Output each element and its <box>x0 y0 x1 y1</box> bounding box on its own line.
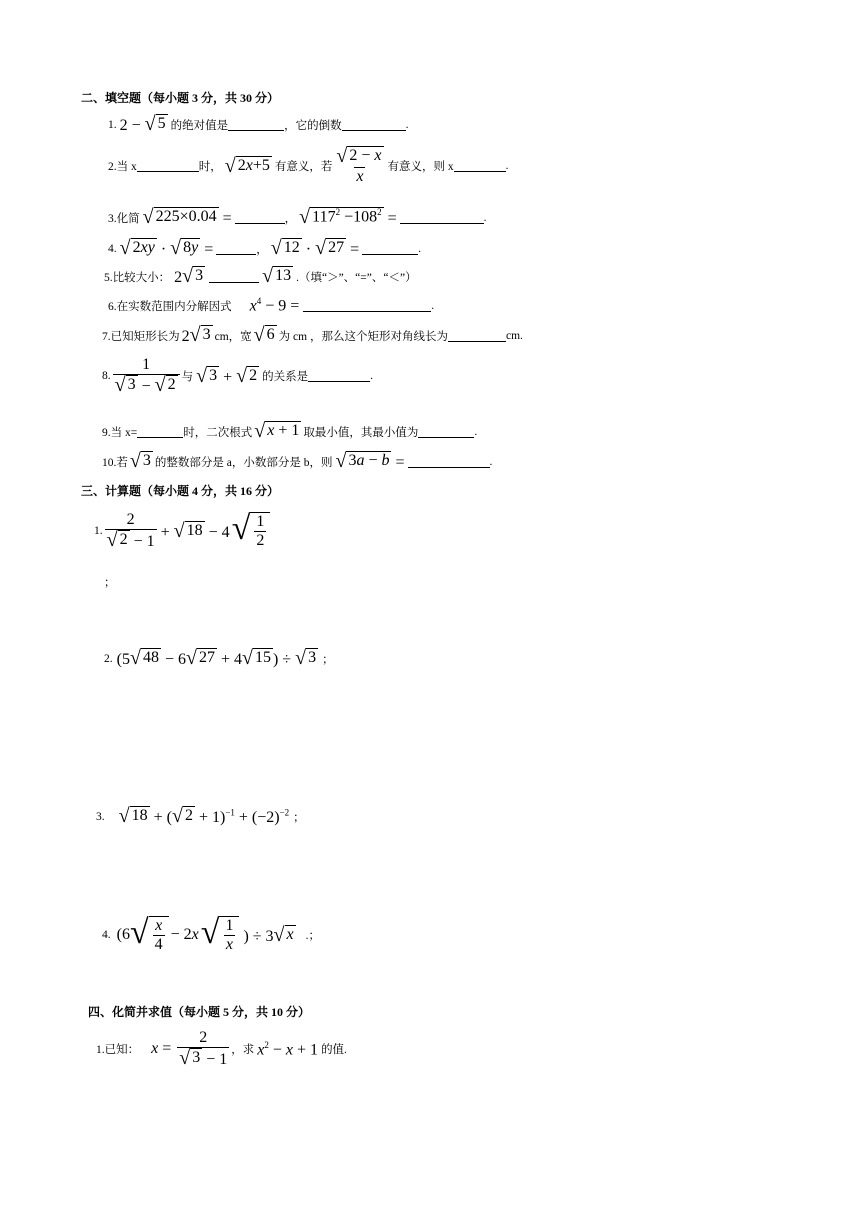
math-expr: (6 <box>116 926 130 944</box>
math-radical: √ $\frac{x}{4}$ <box>130 916 169 955</box>
answer-blank[interactable] <box>362 243 418 255</box>
s3-question-2 <box>104 648 334 669</box>
punct: . <box>431 299 435 312</box>
s2-question-10 <box>102 451 492 472</box>
math-fraction: 2 √ 2 − 1 <box>106 511 155 552</box>
math-expr: − 2x <box>170 926 199 944</box>
s4-question-1 <box>96 1029 347 1070</box>
math-expr: √ 225×0.04 = <box>142 206 232 228</box>
math-fraction: √ 2 − x x <box>336 145 382 186</box>
math-radical: √ $\frac{1}{2}$ <box>232 512 271 551</box>
s3-question-3 <box>96 806 305 827</box>
math-expr: 2 − √ 5 <box>119 113 166 135</box>
section-2-title: 二、填空题（每小题 3 分，共 30 分） <box>81 91 280 105</box>
s2-question-1 <box>108 114 409 135</box>
answer-blank[interactable] <box>454 160 506 172</box>
question-text: 为 cm ，那么这个矩形对角线长为 <box>278 330 448 343</box>
punct: .； <box>305 930 321 943</box>
question-text: 取最小值，其最小值为 <box>303 426 419 439</box>
answer-blank[interactable] <box>137 160 199 172</box>
section-4-title: 四、化简并求值（每小题 5 分，共 10 分） <box>88 1005 311 1019</box>
question-text: ，它的倒数 <box>284 119 342 132</box>
punct: ， <box>256 243 268 256</box>
punct: . <box>505 160 509 173</box>
s3-question-1-end: ； <box>104 577 116 589</box>
punct: ； <box>293 811 305 824</box>
question-number: 9.当 x= <box>102 426 138 439</box>
question-text: ，求 <box>231 1044 255 1057</box>
s2-question-4 <box>108 238 421 259</box>
question-text: 有意义，则 x <box>387 161 454 174</box>
math-expr: 2 √ 3 <box>181 324 211 346</box>
question-text: 的绝对值是 <box>170 119 229 132</box>
math-expr: √ 6 <box>253 324 275 346</box>
s2-question-9 <box>102 421 477 442</box>
math-expr: √ 3a − b = <box>335 450 405 472</box>
punct: ， <box>284 212 297 225</box>
s3-question-4 <box>102 916 320 955</box>
question-number: 6.在实数范围内分解因式 <box>108 300 232 313</box>
math-expr: (5 √ 48 − 6 √ 27 + 4 √ 15 ) ÷ √ 3 <box>116 647 317 669</box>
question-number: 8. <box>102 370 111 383</box>
question-number: 2.当 x <box>108 161 137 174</box>
question-number: 2. <box>104 652 113 665</box>
answer-blank[interactable] <box>448 330 506 342</box>
s2-question-7 <box>102 325 523 346</box>
question-number: 3. <box>96 810 105 823</box>
math-expr: x = <box>151 1040 172 1058</box>
answer-blank[interactable] <box>308 370 370 382</box>
answer-blank[interactable] <box>408 456 490 468</box>
punct: . <box>405 118 409 131</box>
question-number: 10.若 <box>102 456 128 469</box>
s3-question-1 <box>94 511 270 552</box>
punct: ； <box>322 653 334 666</box>
math-expr: + √ 18 − 4 <box>160 519 230 542</box>
math-expr: √ 12 · √ 27 = <box>270 237 360 259</box>
s2-question-6 <box>108 296 434 315</box>
s2-question-2 <box>108 146 509 187</box>
math-expr: √ x + 1 <box>254 420 300 442</box>
s2-question-8 <box>102 356 373 397</box>
question-number: 4. <box>102 929 111 942</box>
answer-blank[interactable] <box>216 243 256 255</box>
section-3-title: 三、计算题（每小题 4 分，共 16 分） <box>81 484 280 498</box>
question-number: 4. <box>108 242 117 255</box>
answer-blank[interactable] <box>209 271 259 283</box>
math-fraction: 1 √ 3 − √ 2 <box>113 356 180 397</box>
punct: . <box>370 370 373 383</box>
math-expr: $x^4 - 9$ = <box>249 296 300 315</box>
answer-blank[interactable] <box>400 212 484 224</box>
math-expr: ) ÷ 3 √ x <box>243 923 294 946</box>
punct: . <box>483 211 487 224</box>
punct: cm. <box>505 329 523 342</box>
question-number: 1. <box>94 525 103 538</box>
math-expr: √ 18 + ( √ 2 + $1)^{-1} + (-2)^{-2}$ <box>118 805 290 827</box>
question-number: 3.化简 <box>108 212 140 225</box>
math-expr: √ 2x+5 <box>224 154 270 177</box>
question-text: .（填“＞”、“=”、“＜”） <box>296 271 417 284</box>
punct: . <box>489 455 493 468</box>
question-text: 与 <box>181 371 194 384</box>
answer-blank[interactable] <box>303 300 431 312</box>
math-expr: 2 √ 3 <box>174 265 204 287</box>
math-expr: $x^2 - x + 1$ <box>257 1039 319 1059</box>
answer-blank[interactable] <box>418 426 474 438</box>
math-expr: √ 13 <box>262 265 292 287</box>
math-expr: √ 3 <box>129 450 151 472</box>
question-text: 的关系是 <box>262 371 309 384</box>
answer-blank[interactable] <box>342 119 406 131</box>
question-text: cm，宽 <box>214 330 252 343</box>
math-expr: √ $117^2 -108^2$ = <box>299 206 397 228</box>
question-text: 有意义，若 <box>274 161 333 174</box>
answer-blank[interactable] <box>228 119 284 131</box>
question-text: 时，二次根式 <box>183 426 253 439</box>
question-number: 1.已知： <box>96 1044 140 1057</box>
question-number: 7.已知矩形长为 <box>102 330 180 343</box>
question-text: 时， <box>198 161 222 174</box>
math-expr: √ 2xy · √ 8y = <box>119 237 214 259</box>
math-radical: √ $\frac{1}{x}$ <box>201 916 240 955</box>
question-text: 的值. <box>321 1044 347 1057</box>
math-expr: √ 3 + √ 2 <box>196 364 258 387</box>
question-text: 的整数部分是 a，小数部分是 b，则 <box>154 456 333 469</box>
answer-blank[interactable] <box>235 212 285 224</box>
question-number: 1. <box>108 118 117 131</box>
punct: . <box>474 425 478 438</box>
answer-blank[interactable] <box>137 426 183 438</box>
math-fraction: 2 √ 3 − 1 <box>179 1029 228 1070</box>
question-number: 5.比较大小： <box>104 271 171 284</box>
punct: . <box>418 242 421 255</box>
s2-question-5 <box>104 266 417 287</box>
s2-question-3 <box>108 207 487 228</box>
